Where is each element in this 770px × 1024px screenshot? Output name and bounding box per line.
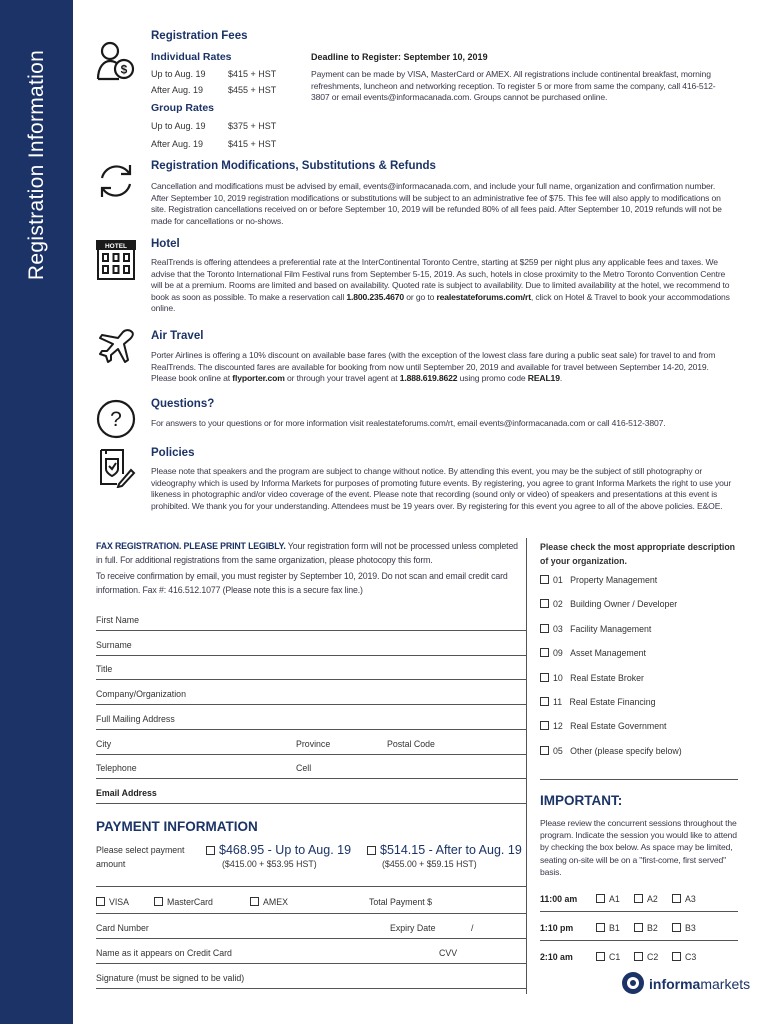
city-label: City bbox=[96, 739, 112, 749]
informa-logo-icon bbox=[621, 971, 645, 995]
rate-price: $455 + HST bbox=[228, 85, 277, 95]
checkbox[interactable] bbox=[540, 624, 549, 633]
option-code: 03 bbox=[553, 623, 563, 634]
important-title: IMPORTANT: bbox=[540, 793, 623, 808]
session-option[interactable]: C3 bbox=[672, 952, 696, 962]
address-label: Full Mailing Address bbox=[96, 714, 175, 724]
option-label: Asset Management bbox=[570, 648, 646, 659]
session-option[interactable]: C1 bbox=[596, 952, 620, 962]
rate-period: Up to Aug. 19 bbox=[151, 121, 206, 131]
svg-text:$: $ bbox=[120, 62, 128, 77]
checkbox[interactable] bbox=[96, 897, 105, 906]
fax-instructions: FAX REGISTRATION. PLEASE PRINT LEGIBLY. Your registration form will not be processed unless completed in full. For additional registrations from the same organization, please photocopy this form. bbox=[96, 541, 518, 565]
rate-period: After Aug. 19 bbox=[151, 85, 204, 95]
surname-label: Surname bbox=[96, 640, 132, 650]
company-label: Company/Organization bbox=[96, 689, 186, 699]
option-label: Property Management bbox=[570, 575, 658, 585]
svg-text:?: ? bbox=[110, 408, 122, 431]
person-dollar-icon bbox=[95, 40, 137, 82]
air-url[interactable]: flyporter.com bbox=[232, 373, 285, 384]
cvv-label: CVV bbox=[439, 948, 458, 958]
divider bbox=[540, 911, 738, 912]
checkbox[interactable] bbox=[206, 846, 215, 855]
session-option[interactable]: A2 bbox=[634, 894, 658, 904]
option-label: Real Estate Government bbox=[570, 721, 667, 732]
column-divider bbox=[526, 538, 527, 994]
payment-text: Payment can be made by VISA, MasterCard or AMEX. All registrations include continental breakfast, morning refreshments, luncheon and networking reception. To register 5 or more from same the company, call 416-512-3807 or email events@informacanada.com. Groups cannot be purchased online. bbox=[311, 69, 716, 103]
session-option[interactable]: A3 bbox=[672, 894, 696, 904]
questions-title: Questions? bbox=[151, 398, 215, 410]
organization-option[interactable] bbox=[540, 648, 646, 658]
individual-rates-title: Individual Rates bbox=[151, 51, 232, 63]
policies-text: Please note that speakers and the program are subject to change without notice. By attending this event, you may be the subject of still photography or videography which is used by Informa Markets for purposes of promoting future events. By registering, you agree to grant Informa Markets the right to use your likeness in photographic and/or video coverage of the event. Please note that recording (sound only or video) of speakers and presentations at this event is prohibited. We thank you for your understanding. Attendees must be 19 years over. By registering for this event you agree to all of the above policies. E&OE. bbox=[151, 466, 732, 511]
modifications-text: Cancellation and modifications must be advised by email, events@informacanada.com, and include your full name, organization and confirmation number. After September 10, 2019 registration modifications or substitutions will be subject to an administrative fee of $75. This fee will also apply to modifications on site. Registration cancellations received on or before September 10, 2019 will be refunded 80% of all fees paid. After September 10, 2019 refunds will not be made for cancellations or no-shows. bbox=[151, 181, 722, 226]
checkbox[interactable] bbox=[672, 923, 681, 932]
option-code: 01 bbox=[553, 575, 563, 585]
payment-option-early-sub: ($415.00 + $53.95 HST) bbox=[222, 859, 317, 869]
checkbox[interactable] bbox=[634, 923, 643, 932]
checkbox[interactable] bbox=[596, 894, 605, 903]
telephone-cell-field[interactable] bbox=[96, 778, 526, 779]
deadline: Deadline to Register: September 10, 2019 bbox=[311, 52, 488, 62]
session-option[interactable]: B1 bbox=[596, 923, 620, 933]
checkbox[interactable] bbox=[250, 897, 259, 906]
rate-price: $375 + HST bbox=[228, 121, 277, 131]
rate-period: After Aug. 19 bbox=[151, 139, 204, 149]
checkbox[interactable] bbox=[540, 648, 549, 657]
surname-field[interactable] bbox=[96, 655, 526, 656]
checkbox[interactable] bbox=[540, 746, 549, 755]
question-icon bbox=[95, 398, 137, 440]
air-text: Porter Airlines is offering a 10% discount on available base fares (with the exception of the lowest class fare during a public seat sale) for travel to and from RealTrends. The discounted fares are available for booking from now until September 20, 2019 and available for travel between September 14-20, 2019. Please book online at flyporter.com or through your travel agent at 1.888.619.8622 using promo code REAL19. bbox=[151, 350, 716, 384]
option-code: 09 bbox=[553, 648, 563, 659]
air-phone: 1.888.619.8622 bbox=[399, 373, 458, 384]
payment-option-early[interactable]: $468.95 - Up to Aug. 19 bbox=[206, 843, 351, 857]
session-time: 1:10 pm bbox=[540, 923, 574, 933]
total-payment-label: Total Payment $ bbox=[369, 897, 433, 907]
cell-label: Cell bbox=[296, 763, 312, 773]
telephone-label: Telephone bbox=[96, 763, 137, 773]
air-title: Air Travel bbox=[151, 330, 204, 342]
informa-logo-text: informamarkets bbox=[649, 976, 751, 992]
organization-option[interactable] bbox=[540, 673, 644, 683]
title-field[interactable] bbox=[96, 679, 526, 680]
mastercard-option[interactable]: MasterCard bbox=[154, 897, 213, 907]
rate-price: $415 + HST bbox=[228, 69, 277, 79]
checkbox[interactable] bbox=[540, 697, 549, 706]
payment-select-label: Please select payment amount bbox=[96, 845, 185, 869]
rate-period: Up to Aug. 19 bbox=[151, 69, 206, 79]
divider bbox=[540, 779, 738, 780]
policies-title: Policies bbox=[151, 447, 195, 459]
divider bbox=[96, 886, 526, 887]
title-label: Title bbox=[96, 664, 113, 674]
option-label: Facility Management bbox=[570, 623, 652, 634]
payment-option-late-sub: ($455.00 + $59.15 HST) bbox=[382, 859, 477, 869]
option-label: Real Estate Financing bbox=[569, 697, 656, 707]
refresh-arrows-icon bbox=[95, 160, 137, 202]
first-name-label: First Name bbox=[96, 615, 140, 625]
province-label: Province bbox=[296, 739, 331, 749]
hotel-icon bbox=[94, 239, 138, 281]
checkbox[interactable] bbox=[540, 721, 549, 730]
session-time: 11:00 am bbox=[540, 894, 578, 904]
company-field[interactable] bbox=[96, 704, 526, 705]
modifications-title: Registration Modifications, Substitutions & Refunds bbox=[151, 160, 436, 172]
organization-option[interactable] bbox=[540, 721, 666, 731]
checkbox[interactable] bbox=[634, 952, 643, 961]
option-label: Building Owner / Developer bbox=[570, 599, 678, 610]
organization-option[interactable] bbox=[540, 624, 651, 634]
option-code: 11 bbox=[553, 697, 563, 707]
organization-option[interactable] bbox=[540, 599, 677, 609]
hotel-icon-label: HOTEL bbox=[104, 242, 128, 250]
option-label: Other (please specify below) bbox=[570, 745, 682, 756]
card-name-field[interactable] bbox=[96, 963, 526, 964]
signature-field[interactable] bbox=[96, 988, 526, 989]
option-label: Real Estate Broker bbox=[570, 672, 644, 683]
checkbox[interactable] bbox=[596, 952, 605, 961]
divider bbox=[540, 940, 738, 941]
session-option[interactable]: B2 bbox=[634, 923, 658, 933]
policy-document-icon bbox=[95, 446, 137, 488]
email-field[interactable] bbox=[96, 803, 526, 804]
organization-option[interactable] bbox=[540, 697, 656, 707]
sidebar-title: Registration Information bbox=[25, 49, 48, 281]
fees-title: Registration Fees bbox=[151, 30, 248, 42]
postal-code-label: Postal Code bbox=[387, 739, 435, 749]
expiry-date-label: Expiry Date bbox=[390, 923, 436, 933]
checkbox[interactable] bbox=[154, 897, 163, 906]
option-code: 02 bbox=[553, 599, 563, 610]
option-code: 10 bbox=[553, 672, 563, 683]
airplane-icon bbox=[95, 326, 137, 368]
payment-title: PAYMENT INFORMATION bbox=[96, 819, 258, 834]
session-option[interactable]: A1 bbox=[596, 894, 620, 904]
fax-confirmation: To receive confirmation by email, you must register by September 10, 2019. Do not scan and email credit card information. Fax #: 416.512.1077 (Please note this is a secure fax line.) bbox=[96, 571, 508, 595]
payment-option-late[interactable]: $514.15 - After to Aug. 19 bbox=[367, 843, 522, 857]
group-rates-title: Group Rates bbox=[151, 102, 215, 114]
first-name-field[interactable] bbox=[96, 630, 526, 631]
card-number-label: Card Number bbox=[96, 923, 149, 933]
hotel-title: Hotel bbox=[151, 238, 180, 250]
checkbox[interactable] bbox=[540, 575, 549, 584]
promo-code: REAL19 bbox=[527, 373, 560, 384]
questions-text: For answers to your questions or for more information visit realestateforums.com/rt, email events@informacanada.com or call 416-512-3807. bbox=[151, 418, 666, 428]
checkbox[interactable] bbox=[367, 846, 376, 855]
city-province-postal-field[interactable] bbox=[96, 754, 526, 755]
email-label: Email Address bbox=[96, 788, 157, 798]
payment-method-field[interactable] bbox=[96, 913, 526, 914]
address-field[interactable] bbox=[96, 729, 526, 730]
amex-option[interactable]: AMEX bbox=[250, 897, 288, 907]
session-time: 2:10 am bbox=[540, 952, 573, 962]
sidebar bbox=[0, 0, 73, 1024]
option-code: 05 bbox=[553, 745, 563, 756]
rate-price: $415 + HST bbox=[228, 139, 277, 149]
card-number-field[interactable] bbox=[96, 938, 526, 939]
session-option[interactable]: C2 bbox=[634, 952, 658, 962]
checkbox[interactable] bbox=[596, 923, 605, 932]
organization-option[interactable] bbox=[540, 575, 657, 585]
checkbox[interactable] bbox=[540, 673, 549, 682]
expiry-slash: / bbox=[471, 923, 474, 933]
hotel-phone: 1.800.235.4670 bbox=[346, 291, 405, 302]
checkbox[interactable] bbox=[672, 952, 681, 961]
signature-label: Signature (must be signed to be valid) bbox=[96, 973, 245, 983]
option-code: 12 bbox=[553, 721, 563, 732]
description-title: Please check the most appropriate description of your organization. bbox=[540, 542, 736, 566]
organization-option[interactable] bbox=[540, 746, 682, 756]
hotel-text: RealTrends is offering attendees a preferential rate at the InterContinental Toronto Centre, starting at $259 per night plus any applicable fees and taxes. We advise that the Toronto International Film Festival runs from September 5-15, 2019. As such, hotels in close proximity to the Metro Toronto Convention Centre will be at a premium. Rooms are limited and based on availability. Quoted rate is subject to availability. Due to limited availability at the hotel, we recommend to book as soon as possible. To make a reservation call 1.800.235.4670 or go to realestateforums.com/rt, click on Hotel & Travel to book your accommodations online. bbox=[151, 257, 730, 314]
hotel-url[interactable]: realestateforums.com/rt bbox=[436, 291, 531, 302]
visa-option[interactable]: VISA bbox=[96, 897, 129, 907]
important-text: Please review the concurrent sessions throughout the program. Indicate the session you would like to attend by checking the box below. As space may be limited, seating on-site will be on a "first-come, first served" basis. bbox=[540, 818, 737, 877]
session-option[interactable]: B3 bbox=[672, 923, 696, 933]
card-name-label: Name as it appears on Credit Card bbox=[96, 948, 232, 958]
checkbox[interactable] bbox=[672, 894, 681, 903]
checkbox[interactable] bbox=[634, 894, 643, 903]
checkbox[interactable] bbox=[540, 599, 549, 608]
